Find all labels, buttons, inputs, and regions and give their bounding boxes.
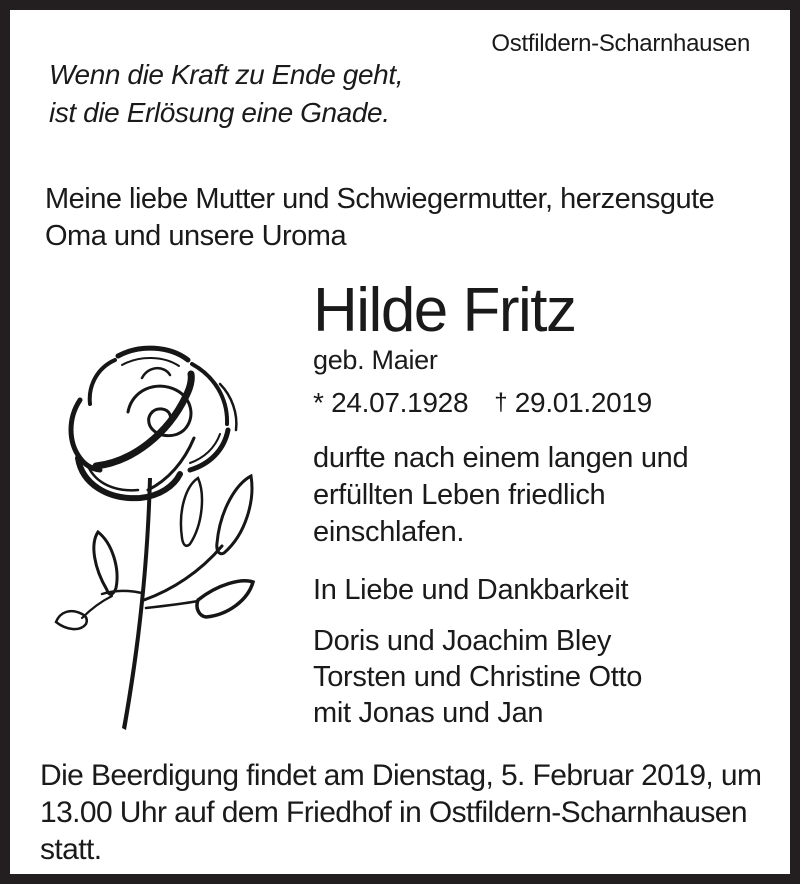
farewell-line: einschlafen. — [313, 516, 465, 548]
death-cross-icon: † — [494, 389, 508, 416]
mourner-line: Torsten und Christine Otto — [313, 661, 643, 693]
birth-symbol: * — [313, 387, 324, 418]
mourner-line: mit Jonas und Jan — [313, 697, 544, 729]
death-group — [494, 387, 652, 418]
maiden-name: geb. Maier — [313, 345, 438, 375]
funeral-line: Die Beerdigung findet am Dienstag, 5. Februar 2019, um — [40, 759, 762, 792]
farewell-line: durfte nach einem langen und — [313, 442, 689, 474]
birth-group — [313, 387, 468, 418]
funeral-line: statt. — [40, 833, 102, 866]
funeral-line: 13.00 Uhr auf dem Friedhof in Ostfildern-Scharnhausen — [40, 796, 747, 829]
life-dates — [313, 388, 688, 418]
epigraph — [49, 56, 403, 132]
mourner-line: Doris und Joachim Bley — [313, 625, 612, 657]
intro-text — [45, 181, 714, 255]
epigraph-line: Wenn die Kraft zu Ende geht, — [49, 59, 404, 90]
epigraph-line: ist die Erlösung eine Gnade. — [49, 97, 390, 128]
mourners-list — [313, 623, 688, 731]
intro-line: Oma und unsere Uroma — [45, 220, 347, 252]
rose-icon — [52, 338, 257, 743]
death-date: 29.01.2019 — [514, 387, 652, 418]
funeral-details — [40, 757, 761, 868]
farewell-line: erfüllten Leben friedlich — [313, 479, 606, 511]
intro-line: Meine liebe Mutter und Schwiegermutter, herzensgute — [45, 183, 715, 215]
town-label: Ostfildern-Scharnhausen — [491, 30, 750, 57]
closing-phrase: In Liebe und Dankbarkeit — [313, 574, 629, 606]
deceased-name: Hilde Fritz — [313, 276, 576, 345]
farewell-message — [313, 440, 688, 551]
birth-date: 24.07.1928 — [331, 387, 469, 418]
main-column — [313, 276, 689, 731]
